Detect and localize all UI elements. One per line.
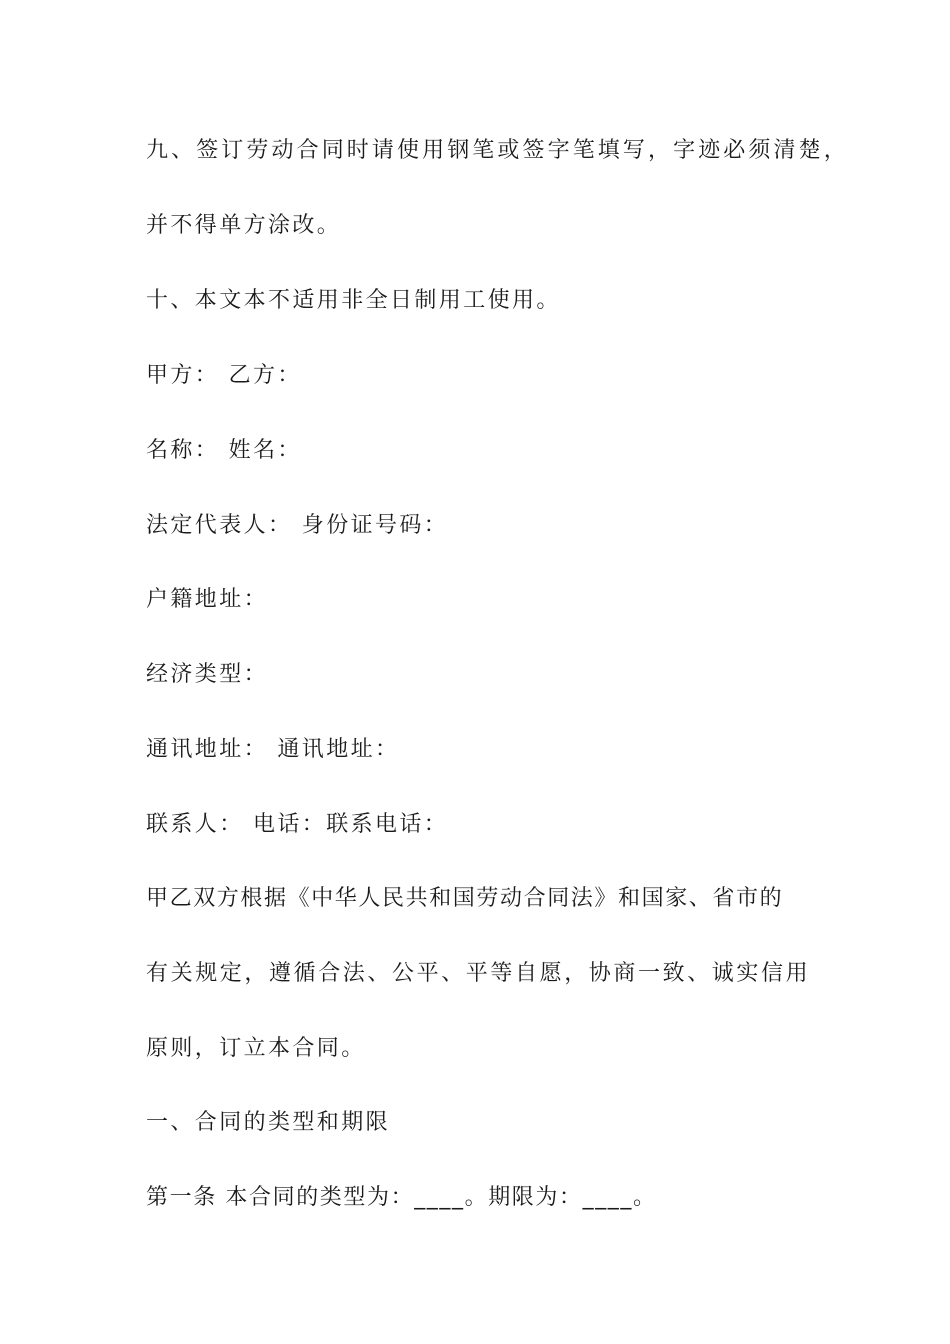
representative-id-fields: 法定代表人： 身份证号码： (146, 513, 449, 538)
preamble-line-1: 甲乙双方根据《中华人民共和国劳动合同法》和国家、省市的 (146, 886, 784, 911)
economic-type-field: 经济类型： (146, 662, 269, 687)
section-heading-contract-type: 一、合同的类型和期限 (146, 1110, 391, 1135)
household-address-field: 户籍地址： (146, 587, 269, 612)
mailing-address-fields: 通讯地址： 通讯地址： (146, 737, 400, 762)
contact-fields: 联系人： 电话：联系电话： (146, 812, 449, 837)
instruction-nine-line-2: 并不得单方涂改。 (146, 213, 342, 238)
instruction-nine-line-1: 九、签订劳动合同时请使用钢笔或签字笔填写，字迹必须清楚， (146, 138, 849, 163)
article-one: 第一条 本合同的类型为：____。期限为：____。 (146, 1185, 657, 1210)
instruction-ten: 十、本文本不适用非全日制用工使用。 (146, 288, 561, 313)
preamble-line-3: 原则，订立本合同。 (146, 1036, 366, 1061)
preamble-line-2: 有关规定，遵循合法、公平、平等自愿，协商一致、诚实信用 (146, 961, 811, 986)
name-fields: 名称： 姓名： (146, 438, 302, 463)
party-labels: 甲方： 乙方： (146, 363, 302, 388)
